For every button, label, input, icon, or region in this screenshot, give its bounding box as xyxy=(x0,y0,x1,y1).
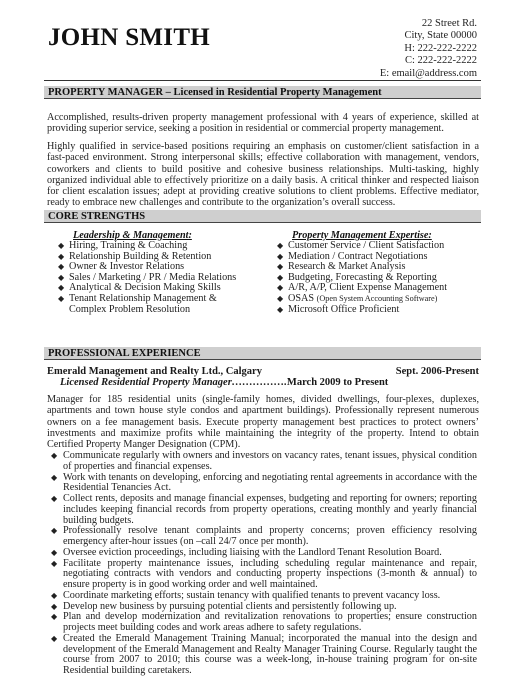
list-item: ◆ Coordinate marketing efforts; sustain tenancy with qualified tenants to prevent vacancy loss. xyxy=(51,589,441,601)
header-divider xyxy=(44,80,481,81)
contact-cell-phone: C: 222-222-2222 xyxy=(404,55,477,67)
list-item-continuation: Complex Problem Resolution xyxy=(69,303,191,315)
list-item: ◆ Analytical & Decision Making Skills xyxy=(58,282,221,294)
list-item: ◆ Develop new business by pursuing potential clients and persistently following up. xyxy=(51,600,397,612)
contact-email: E: email@address.com xyxy=(379,67,477,79)
list-item: ◆ A/R, A/P, Client Expense Management xyxy=(277,282,448,294)
company-name: Emerald Management and Realty Ltd., Calgary xyxy=(47,366,262,377)
job-title-dots: ……………. xyxy=(231,377,287,388)
osas-note: (Open System Accounting Software) xyxy=(316,293,438,303)
candidate-name: JOHN SMITH xyxy=(48,24,211,51)
job-description: Manager for 185 residential units (single-family homes, divided dwellings, four-plexes, duplexes, apartments and town house style condos and apartment buildings). Professionally represent numerous owners on a fee management basis. Execute property management best practices to protect owners’ investments and maximize profits while maintaining the integrity of the property. Intend to obtain Certified Property Manger Designation (CPM). xyxy=(47,394,479,451)
list-item: ◆ Mediation / Contract Negotiations xyxy=(277,250,428,262)
list-item: ◆ Microsoft Office Proficient xyxy=(277,303,400,315)
property-expertise-title: Property Management Expertise: xyxy=(292,230,432,241)
list-item: ◆ Hiring, Training & Coaching xyxy=(58,240,188,251)
list-item: ◆ OSAS (Open System Accounting Software) xyxy=(277,292,438,304)
contact-address: 22 Street Rd. xyxy=(421,18,477,29)
job-title-range: March 2009 to Present xyxy=(286,377,389,388)
core-strengths-bar: CORE STRENGTHS xyxy=(44,210,481,223)
job-title xyxy=(60,377,388,389)
list-item: ◆ Owner & Investor Relations xyxy=(58,261,185,273)
list-item: ◆ Professionally resolve tenant complaints and property concerns; proven efficiency resolving emergency after-hour issues (on –call 24/7 once per month). xyxy=(51,525,477,547)
list-item: ◆ Work with tenants on developing, enforcing and negotiating rental agreements in accordance with the Residential Tenancies Act. xyxy=(51,471,477,494)
headline-bar: PROPERTY MANAGER – Licensed in Residential Property Management xyxy=(44,86,481,99)
summary-paragraph-1: Accomplished, results-driven property management professional with 4 years of experience, skilled at providing superior service, seeking a position in residential or commercial property management. xyxy=(47,112,479,135)
expertise-list xyxy=(277,241,447,315)
contact-block xyxy=(380,18,477,80)
list-item: ◆ Collect rents, deposits and manage financial expenses, budgeting and reporting for owners; reporting includes keeping financial records from property operations, creating monthly and yearly financial building budgets. xyxy=(51,493,477,526)
list-item: ◆ Relationship Building & Retention xyxy=(58,250,212,262)
list-item: ◆ Communicate regularly with owners and investors on vacancy rates, tenant issues, physical condition of properties and financial expenses. xyxy=(51,450,477,472)
responsibility-list xyxy=(47,451,477,677)
list-item: ◆ Customer Service / Client Satisfaction xyxy=(277,240,445,251)
job-title-text: Licensed Residential Property Manager xyxy=(60,377,232,388)
contact-city: City, State 00000 xyxy=(404,30,477,42)
list-item: ◆ Budgeting, Forecasting & Reporting xyxy=(277,271,437,283)
list-item: ◆ Tenant Relationship Management & xyxy=(58,292,217,304)
leadership-list xyxy=(58,241,236,315)
leadership-title: Leadership & Management: xyxy=(73,230,192,241)
contact-home-phone: H: 222-222-2222 xyxy=(404,42,477,54)
employment-dates: Sept. 2006-Present xyxy=(395,366,479,377)
list-item: ◆ Oversee eviction proceedings, including liaising with the Landlord Tenant Resolution Board. xyxy=(51,546,442,558)
list-item: ◆ Plan and develop modernization and revitalization renovations to properties; ensure construction projects meet building codes and work areas adhere to safety regulations. xyxy=(51,611,477,633)
summary-paragraph-2: Highly qualified in service-based positions requiring an emphasis on customer/client satisfaction in a fast-paced environment. Strong interpersonal skills; effective collaboration with management, vendors, coworkers and clients to build positive and cohesive business relationships. Multi-tasking, highly organized individual able to effectively prioritize on a daily basis. A critical thinker and respected liaison for client escalation issues; adept at providing creative solutions to client problems. Effective mediator, ready to embrace new challenges and contribute to the organization’s overall success. xyxy=(47,141,479,209)
list-item: ◆ Created the Emerald Management Training Manual; incorporated the manual into the design and development of the Emerald Management and Realty Manager Training Course. Regularly taught the course from 2007 to 2010; this course was a week-long, in-house training program for on-site Residential building caretakers. xyxy=(51,632,477,676)
list-item: ◆ Research & Market Analysis xyxy=(277,261,406,273)
list-item: ◆ Facilitate property maintenance issues, including scheduling regular maintenance and repair, negotiating contracts with vendors and conducting property inspections (3-month & annual) to ensure property is in good working order and well maintained. xyxy=(51,557,477,590)
professional-experience-bar: PROFESSIONAL EXPERIENCE xyxy=(44,347,481,360)
list-item: ◆ Sales / Marketing / PR / Media Relations xyxy=(58,271,237,283)
